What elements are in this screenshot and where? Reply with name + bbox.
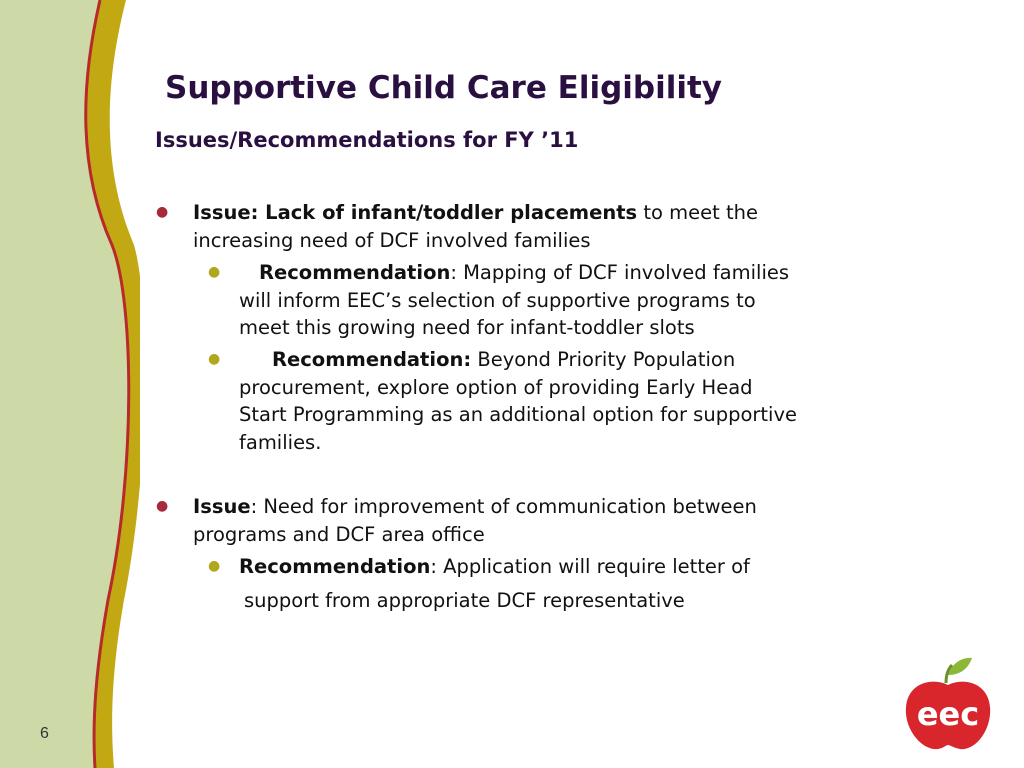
issue-item (193, 493, 913, 548)
recommendation-line: support from appropriate DCF representative (244, 588, 685, 612)
recommendation-item (239, 553, 919, 614)
slide-subtitle: Issues/Recommendations for FY ’11 (155, 128, 579, 152)
bullet-icon: ● (208, 351, 221, 367)
recommendation-line: meet this growing need for infant-toddler slots (239, 316, 695, 339)
recommendation-line (239, 553, 919, 581)
recommendation-line (239, 346, 919, 374)
recommendation-text: : Mapping of DCF involved families (450, 261, 790, 284)
issue-label: Issue: Lack of infant/toddler placements (193, 201, 638, 224)
issue-text: : Need for improvement of communication between (250, 495, 757, 518)
apple-logo-icon (902, 655, 994, 753)
issue-label: Issue (193, 495, 251, 518)
recommendation-label: Recommendation (259, 261, 451, 284)
bullet-icon: ● (208, 264, 221, 280)
recommendation-line (219, 259, 919, 287)
logo-text: eec (916, 695, 980, 733)
slide-number: 6 (40, 725, 49, 742)
recommendation-label: Recommendation (239, 555, 431, 578)
recommendation-line: will inform EEC’s selection of supportive programs to (239, 288, 756, 312)
left-decorative-band (0, 0, 140, 768)
slide-title: Supportive Child Care Eligibility (165, 70, 723, 106)
issue-text: to meet the (637, 201, 758, 224)
bullet-icon: ● (156, 498, 169, 514)
recommendation-label: Recommendation: (272, 348, 472, 371)
recommendation-item (239, 259, 919, 342)
bullet-icon: ● (208, 558, 221, 574)
recommendation-line: families. (239, 430, 322, 454)
issue-line (193, 199, 913, 227)
recommendation-item (239, 346, 919, 456)
recommendation-line: procurement, explore option of providing Early Head (239, 375, 753, 399)
issue-line: programs and DCF area office (193, 522, 485, 546)
issue-line (193, 493, 913, 521)
issue-line: increasing need of DCF involved families (193, 228, 591, 252)
recommendation-text: : Application will require letter of (430, 555, 750, 578)
recommendation-line: Start Programming as an additional option for supportive (239, 403, 798, 426)
bullet-icon: ● (156, 204, 169, 220)
issue-item (193, 199, 913, 254)
recommendation-text: Beyond Priority Population (471, 348, 736, 371)
